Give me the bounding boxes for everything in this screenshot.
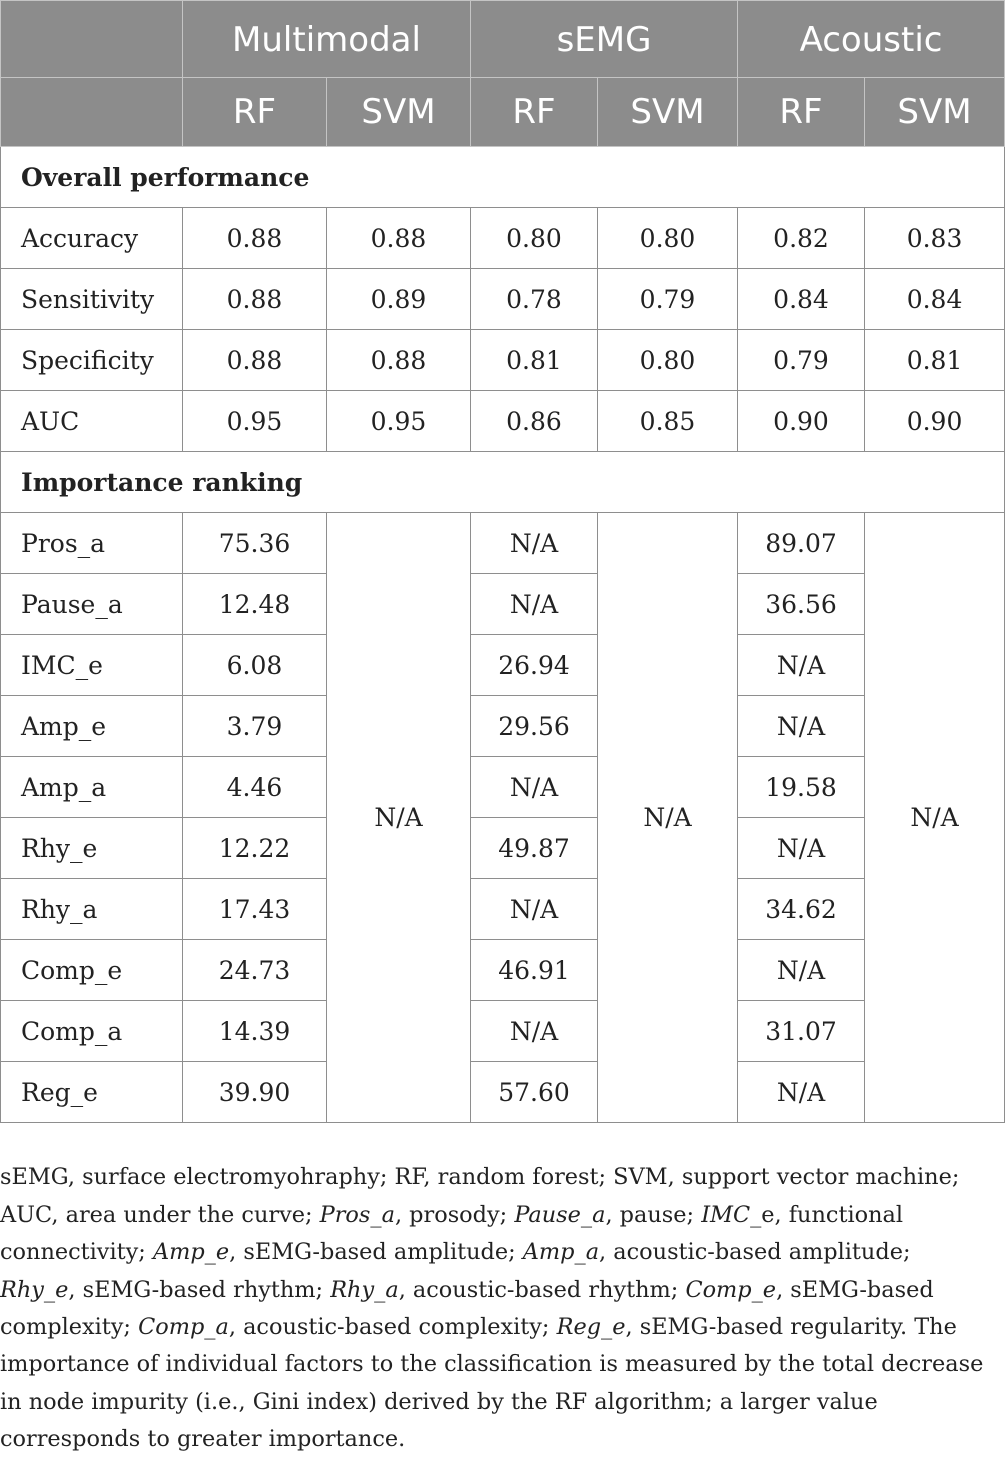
- method-header: RF: [471, 78, 598, 147]
- table-cell: 14.39: [183, 1001, 327, 1062]
- table-cell: 3.79: [183, 696, 327, 757]
- section-title-importance: Importance ranking: [1, 452, 1005, 513]
- abbr-def: , pause;: [605, 1201, 702, 1228]
- table-cell: 29.56: [471, 696, 598, 757]
- table-cell: 34.62: [738, 879, 865, 940]
- table-cell: 0.81: [865, 330, 1005, 391]
- table-footnote: [0, 1159, 990, 1458]
- abbr-term: Pause_a: [514, 1201, 606, 1228]
- abbr-def: _e, functional connectivity;: [0, 1201, 904, 1266]
- abbr-def: , prosody;: [394, 1201, 515, 1228]
- importance-row: [1, 818, 1005, 879]
- group-header-acoustic: Acoustic: [738, 1, 1005, 78]
- importance-row: [1, 574, 1005, 635]
- row-label: Rhy_a: [1, 879, 183, 940]
- importance-row: [1, 696, 1005, 757]
- table-cell: 0.84: [738, 269, 865, 330]
- row-label: AUC: [1, 391, 183, 452]
- table-cell: 0.90: [738, 391, 865, 452]
- row-label: Amp_e: [1, 696, 183, 757]
- table-cell: N/A: [471, 879, 598, 940]
- section-row-overall: [1, 147, 1005, 208]
- table-cell: N/A: [738, 940, 865, 1001]
- abbr-term: Amp_e: [152, 1239, 230, 1266]
- table-cell: N/A: [471, 757, 598, 818]
- row-label: Specificity: [1, 330, 183, 391]
- row-label: Amp_a: [1, 757, 183, 818]
- row-label: IMC_e: [1, 635, 183, 696]
- table-cell: 89.07: [738, 513, 865, 574]
- row-label: Comp_a: [1, 1001, 183, 1062]
- header-corner: [1, 1, 183, 78]
- row-label: Sensitivity: [1, 269, 183, 330]
- table-cell: 0.80: [598, 208, 738, 269]
- metric-row-specificity: [1, 330, 1005, 391]
- table-cell: 12.22: [183, 818, 327, 879]
- method-header: SVM: [865, 78, 1005, 147]
- abbr-def: , sEMG-based amplitude;: [229, 1239, 523, 1266]
- table-cell: N/A: [738, 1062, 865, 1123]
- footnote-intro: sEMG, surface electromyohraphy; RF, random forest; SVM, support vector machine; AUC, area under the curve;: [0, 1164, 960, 1228]
- row-label: Reg_e: [1, 1062, 183, 1123]
- table-cell: 31.07: [738, 1001, 865, 1062]
- table-cell: 0.88: [327, 208, 471, 269]
- method-header: RF: [738, 78, 865, 147]
- footnote-closing: The importance of individual factors to the classification is measured by the total decrease in node impurity (i.e., Gini index) derived by the RF algorithm; a larger value corresponds to greater importance.: [0, 1314, 984, 1453]
- table-cell: 0.88: [183, 208, 327, 269]
- table-cell: 26.94: [471, 635, 598, 696]
- semg-svm-na-cell: N/A: [598, 513, 738, 1123]
- table-cell: N/A: [738, 696, 865, 757]
- table-cell: 0.85: [598, 391, 738, 452]
- importance-row: [1, 757, 1005, 818]
- row-label: Pros_a: [1, 513, 183, 574]
- group-header-row: [1, 1, 1005, 78]
- group-header-multimodal: Multimodal: [183, 1, 471, 78]
- abbr-term: Reg_e: [556, 1314, 626, 1341]
- abbr-def: , sEMG-based complexity;: [0, 1276, 934, 1341]
- abbr-def: , sEMG-based regularity.: [625, 1314, 915, 1341]
- table-cell: 0.95: [327, 391, 471, 452]
- table-cell: 17.43: [183, 879, 327, 940]
- table-cell: 39.90: [183, 1062, 327, 1123]
- table-cell: N/A: [471, 1001, 598, 1062]
- table-cell: 0.84: [865, 269, 1005, 330]
- table-cell: 0.81: [471, 330, 598, 391]
- table-cell: 75.36: [183, 513, 327, 574]
- table-cell: 24.73: [183, 940, 327, 1001]
- importance-row: [1, 635, 1005, 696]
- table-cell: 19.58: [738, 757, 865, 818]
- abbr-term: IMC: [701, 1201, 751, 1228]
- abbr-term: Amp_a: [522, 1239, 600, 1266]
- table-cell: 6.08: [183, 635, 327, 696]
- table-cell: 0.88: [327, 330, 471, 391]
- table-cell: N/A: [471, 513, 598, 574]
- importance-row: [1, 940, 1005, 1001]
- row-label: Pause_a: [1, 574, 183, 635]
- table-cell: 0.79: [598, 269, 738, 330]
- metric-row-sensitivity: [1, 269, 1005, 330]
- multimodal-svm-na-cell: N/A: [327, 513, 471, 1123]
- method-header-row: [1, 78, 1005, 147]
- method-header: SVM: [598, 78, 738, 147]
- abbr-term: Comp_a: [138, 1314, 229, 1341]
- table-cell: 0.78: [471, 269, 598, 330]
- table-cell: N/A: [738, 818, 865, 879]
- row-label: Accuracy: [1, 208, 183, 269]
- abbr-term: Pros_a: [319, 1201, 395, 1228]
- table-cell: 12.48: [183, 574, 327, 635]
- table-cell: 0.83: [865, 208, 1005, 269]
- abbr-term: Rhy_e: [0, 1276, 69, 1303]
- table-cell: 0.88: [183, 330, 327, 391]
- abbr-term: Comp_e: [685, 1276, 777, 1303]
- table-cell: 0.80: [471, 208, 598, 269]
- table-cell: 0.95: [183, 391, 327, 452]
- abbr-term: Rhy_a: [330, 1276, 399, 1303]
- table-cell: 0.89: [327, 269, 471, 330]
- importance-row: [1, 513, 1005, 574]
- table-cell: 0.82: [738, 208, 865, 269]
- table-cell: 36.56: [738, 574, 865, 635]
- section-title-overall: Overall performance: [1, 147, 1005, 208]
- abbr-def: , acoustic-based amplitude;: [599, 1239, 911, 1266]
- table-cell: 0.86: [471, 391, 598, 452]
- table-cell: 57.60: [471, 1062, 598, 1123]
- table-cell: 0.79: [738, 330, 865, 391]
- importance-row: [1, 879, 1005, 940]
- method-header: SVM: [327, 78, 471, 147]
- row-label: Rhy_e: [1, 818, 183, 879]
- table-cell: 4.46: [183, 757, 327, 818]
- table-cell: 46.91: [471, 940, 598, 1001]
- table-cell: 0.80: [598, 330, 738, 391]
- table-cell: N/A: [738, 635, 865, 696]
- metric-row-accuracy: [1, 208, 1005, 269]
- abbr-def: , acoustic-based rhythm;: [398, 1276, 686, 1303]
- importance-row: [1, 1062, 1005, 1123]
- group-header-semg: sEMG: [471, 1, 738, 78]
- table-cell: 49.87: [471, 818, 598, 879]
- abbr-def: , acoustic-based complexity;: [228, 1314, 557, 1341]
- method-header: RF: [183, 78, 327, 147]
- metric-row-auc: [1, 391, 1005, 452]
- row-label: Comp_e: [1, 940, 183, 1001]
- table-cell: 0.90: [865, 391, 1005, 452]
- section-row-importance: [1, 452, 1005, 513]
- table-cell: 0.88: [183, 269, 327, 330]
- header-corner-2: [1, 78, 183, 147]
- acoustic-svm-na-cell: N/A: [865, 513, 1005, 1123]
- importance-row: [1, 1001, 1005, 1062]
- abbr-def: , sEMG-based rhythm;: [68, 1276, 331, 1303]
- table-cell: N/A: [471, 574, 598, 635]
